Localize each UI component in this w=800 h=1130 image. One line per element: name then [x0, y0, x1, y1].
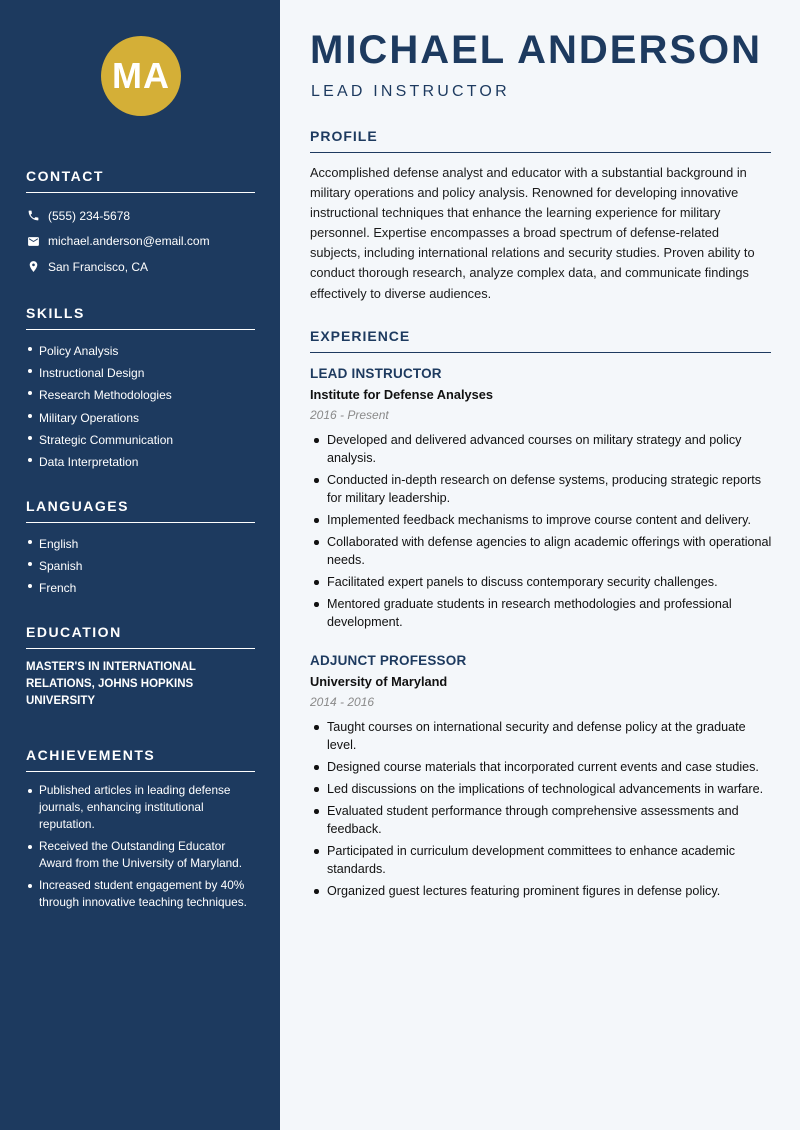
contact-heading: CONTACT	[26, 168, 255, 193]
job-duty-item: Evaluated student performance through comprehensive assessments and feedback.	[310, 802, 772, 838]
job-duty-item: Led discussions on the implications of technological advancements in warfare.	[310, 780, 772, 798]
skills-heading: SKILLS	[26, 305, 255, 330]
job-organization: Institute for Defense Analyses	[310, 387, 493, 402]
contact-section	[26, 168, 255, 280]
location-pin-icon	[26, 260, 40, 274]
skill-item: Data Interpretation	[26, 451, 255, 473]
skill-item: Policy Analysis	[26, 340, 255, 362]
phone-icon	[26, 209, 40, 223]
education-heading: EDUCATION	[26, 624, 255, 649]
job-role: ADJUNCT PROFESSOR	[310, 653, 467, 668]
achievement-item: Published articles in leading defense journals, enhancing institutional reputation.	[26, 782, 255, 833]
language-item: French	[26, 577, 255, 599]
skills-list	[26, 340, 255, 473]
email-text: michael.anderson@email.com	[48, 234, 210, 249]
job-duty-item: Organized guest lectures featuring prominent figures in defense policy.	[310, 882, 772, 900]
contact-location	[26, 254, 255, 280]
experience-heading: EXPERIENCE	[310, 328, 771, 353]
profile-text: Accomplished defense analyst and educator with a substantial background in military operations and policy analysis. Renowned for developing innovative instructional techniques that enhance the learning experience for military personnel. Expertise encompasses a broad spectrum of defense-related subjects, including international relations and security studies. Proven ability to conduct thorough research, analyze complex data, and communicate findings effectively to diverse audiences.	[310, 165, 755, 301]
job-organization: University of Maryland	[310, 674, 448, 689]
job-duty-item: Developed and delivered advanced courses on military strategy and policy analysis.	[310, 431, 772, 467]
job-duty-item: Implemented feedback mechanisms to improve course content and delivery.	[310, 511, 772, 529]
contact-list	[26, 203, 255, 280]
profile-heading: PROFILE	[310, 128, 771, 153]
skill-item: Strategic Communication	[26, 429, 255, 451]
job-duty-item: Participated in curriculum development committees to enhance academic standards.	[310, 842, 772, 878]
job-duty-item: Designed course materials that incorporated current events and case studies.	[310, 758, 772, 776]
phone-text: (555) 234-5678	[48, 208, 131, 223]
avatar: MA	[101, 36, 181, 116]
achievements-section	[26, 747, 255, 916]
language-item: English	[26, 533, 255, 555]
candidate-title: LEAD INSTRUCTOR	[311, 83, 510, 100]
sidebar	[0, 0, 280, 1130]
email-icon	[26, 234, 40, 248]
job-duties-list	[310, 431, 772, 631]
languages-heading: LANGUAGES	[26, 498, 255, 523]
achievement-item: Increased student engagement by 40% through innovative teaching techniques.	[26, 877, 255, 911]
job-duty-item: Taught courses on international security and defense policy at the graduate level.	[310, 718, 772, 754]
skill-item: Instructional Design	[26, 362, 255, 384]
contact-phone	[26, 203, 255, 229]
achievements-heading: ACHIEVEMENTS	[26, 747, 255, 772]
job-dates: 2016 - Present	[310, 408, 389, 422]
achievement-item: Received the Outstanding Educator Award from the University of Maryland.	[26, 838, 255, 872]
job-duty-item: Collaborated with defense agencies to align academic offerings with operational needs.	[310, 533, 772, 569]
skills-section	[26, 305, 255, 473]
languages-section	[26, 498, 255, 600]
candidate-name: MICHAEL ANDERSON	[310, 28, 763, 72]
languages-list	[26, 533, 255, 600]
skill-item: Military Operations	[26, 407, 255, 429]
achievements-list	[26, 782, 255, 911]
education-entry: MASTER'S IN INTERNATIONAL RELATIONS, JOHNS HOPKINS UNIVERSITY	[26, 661, 196, 707]
language-item: Spanish	[26, 555, 255, 577]
contact-email	[26, 229, 255, 255]
skill-item: Research Methodologies	[26, 384, 255, 406]
job-duties-list	[310, 718, 772, 900]
experience-entry	[310, 653, 772, 904]
job-role: LEAD INSTRUCTOR	[310, 366, 442, 381]
location-text: San Francisco, CA	[48, 259, 149, 274]
education-section	[26, 624, 255, 710]
job-dates: 2014 - 2016	[310, 695, 375, 709]
job-duty-item: Facilitated expert panels to discuss contemporary security challenges.	[310, 573, 772, 591]
job-duty-item: Mentored graduate students in research methodologies and professional development.	[310, 595, 772, 631]
main-content	[280, 0, 800, 1130]
job-duty-item: Conducted in-depth research on defense systems, producing strategic reports for military leadership.	[310, 471, 772, 507]
experience-entry	[310, 366, 772, 635]
